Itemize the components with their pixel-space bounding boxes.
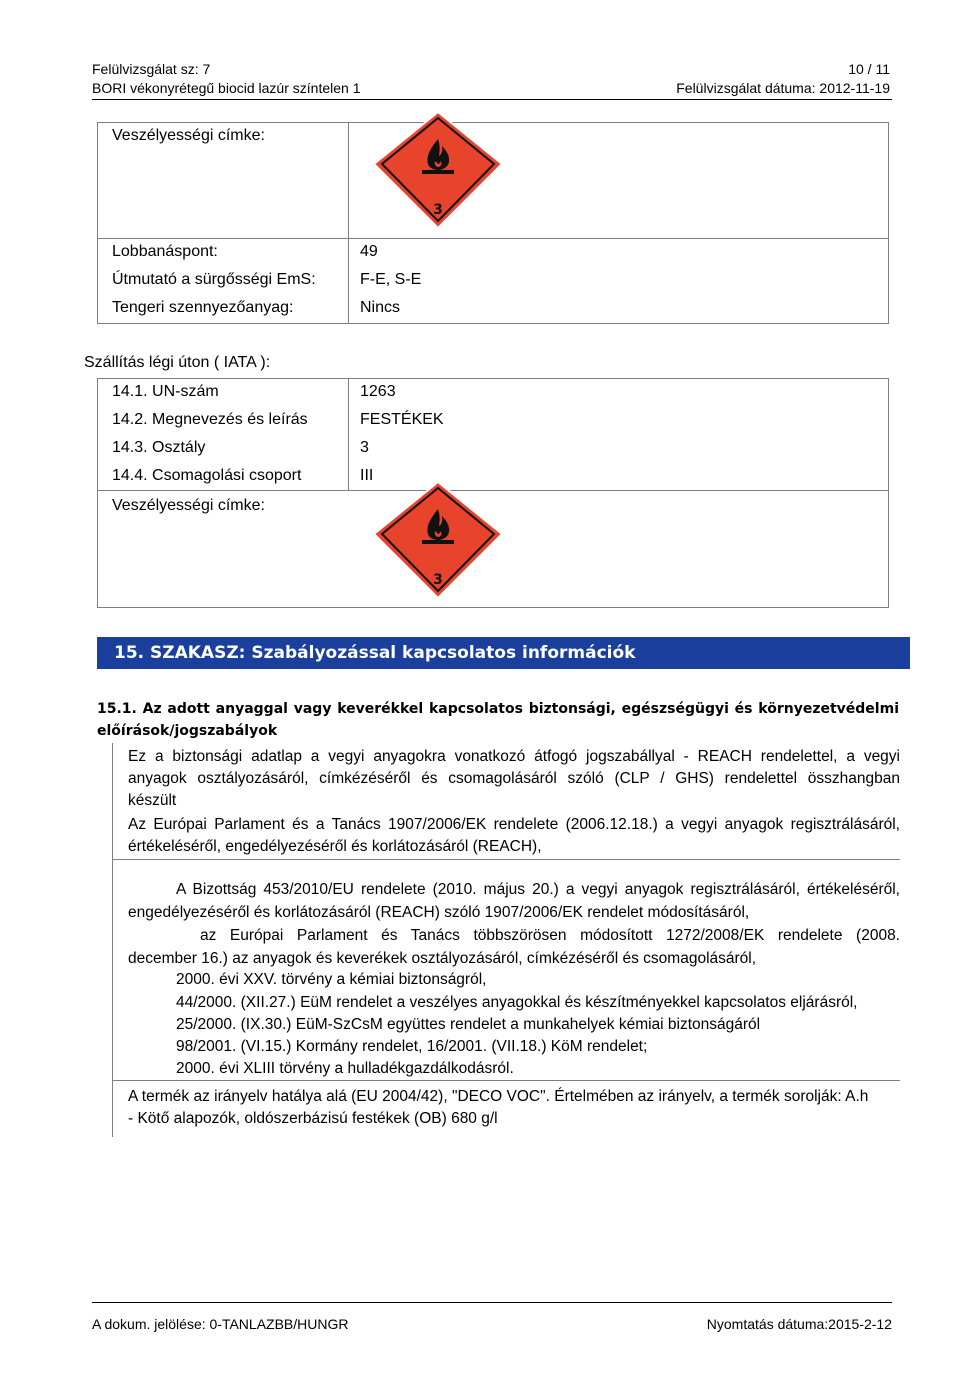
table-divider: [97, 238, 889, 239]
regulation-line: 98/2001. (VI.15.) Kormány rendelet, 16/2001. (VII.18.) KöM rendelet;: [176, 1038, 648, 1055]
subsection-15-1-title-cont: előírások/jogszabályok: [97, 723, 278, 739]
regulation-line: anyagok osztályozásáról, címkézéséről és csomagolásáról szóló (CLP / GHS) rendelettel összhangban: [128, 770, 900, 787]
regulation-line: december 16.) az anyagok és keverékek osztályozásáról, címkézéséről és csomagolásáról,: [128, 950, 757, 967]
product-name: BORI vékonyrétegű biocid lazúr színtelen 1: [92, 80, 361, 96]
regulation-line: engedélyezéséről és korlátozásáról (REACH) szóló 1907/2006/EK rendelet módosításáról,: [128, 904, 750, 921]
shipping-name-value: FESTÉKEK: [360, 411, 444, 428]
hazard-placard-air: [364, 474, 512, 602]
voc-line: A termék az irányelv hatálya alá (EU 2004/42), "DECO VOC". Értelmében az irányelv, a termék sorolják: A.h: [128, 1088, 869, 1105]
placard-number: 3: [433, 202, 443, 218]
marine-pollutant-value: Nincs: [360, 299, 401, 316]
placard-number: 3: [433, 572, 443, 588]
subsection-15-1-title: 15.1. Az adott anyaggal vagy keverékkel kapcsolatos biztonsági, egészségügyi és környezetvédelmi: [97, 701, 899, 717]
hazard-label-title: Veszélyességi címke:: [112, 497, 265, 514]
hazard-label-title: Veszélyességi címke:: [112, 127, 265, 144]
footer-divider: [92, 1302, 892, 1303]
print-date: Nyomtatás dátuma:2015-2-12: [706, 1316, 892, 1332]
air-transport-title: Szállítás légi úton ( IATA ):: [84, 354, 271, 371]
un-number-value: 1263: [360, 383, 396, 400]
class-label: 14.3. Osztály: [112, 439, 206, 456]
regulation-line: Ez a biztonsági adatlap a vegyi anyagokra vonatkozó átfogó jogszabállyal - REACH rendelettel, a vegyi: [128, 748, 900, 765]
header-divider: [92, 99, 892, 100]
regulation-line: 44/2000. (XII.27.) EüM rendelet a veszélyes anyagokkal és készítményekkel kapcsolatos eljárásról,: [176, 994, 858, 1011]
regulation-line: az Európai Parlament és Tanács többszörösen módosított 1272/2008/EK rendelete (2008.: [200, 927, 900, 944]
regulations-box-left: [112, 743, 113, 1137]
ems-label: Útmutató a sürgősségi EmS:: [112, 271, 316, 288]
regulation-line: 2000. évi XXV. törvény a kémiai biztonságról,: [176, 971, 487, 988]
packing-group-value: III: [360, 467, 374, 484]
table-divider: [348, 238, 349, 323]
flash-point-label: Lobbanáspont:: [112, 243, 218, 260]
regulation-line: készült: [128, 792, 177, 809]
table-divider: [348, 378, 349, 491]
regulation-line: értékeléséről, engedélyezéséről és korlátozásáról (REACH),: [128, 838, 542, 855]
section-15-header: [97, 637, 910, 669]
shipping-name-label: 14.2. Megnevezés és leírás: [112, 411, 308, 428]
section-15-title: 15. SZAKASZ: Szabályozással kapcsolatos információk: [114, 643, 636, 663]
regulations-divider: [112, 859, 900, 860]
regulation-line: A Bizottság 453/2010/EU rendelete (2010. május 20.) a vegyi anyagok regisztrálásáról, értékeléséről,: [176, 881, 900, 898]
ems-value: F-E, S-E: [360, 271, 422, 288]
packing-group-label: 14.4. Csomagolási csoport: [112, 467, 302, 484]
regulation-line: 25/2000. (IX.30.) EüM-SzCsM együttes rendelet a munkahelyek kémiai biztonságáról: [176, 1016, 761, 1033]
un-number-label: 14.1. UN-szám: [112, 383, 219, 400]
marine-pollutant-label: Tengeri szennyezőanyag:: [112, 299, 294, 316]
flash-point-value: 49: [360, 243, 378, 260]
flame-icon: [364, 474, 512, 602]
class-value: 3: [360, 439, 369, 456]
regulation-line: 2000. évi XLIII törvény a hulladékgazdálkodásról.: [176, 1060, 514, 1077]
flame-icon: [364, 104, 512, 232]
table-divider: [348, 122, 349, 239]
page-number: 10 / 11: [848, 61, 890, 77]
voc-line: - Kötő alapozók, oldószerbázisú festékek (OB) 680 g/l: [128, 1110, 498, 1127]
hazard-placard-sea: [364, 104, 512, 232]
document-id: A dokum. jelölése: 0-TANLAZBB/HUNGR: [92, 1316, 349, 1332]
regulations-divider: [112, 1080, 900, 1081]
regulation-line: Az Európai Parlament és a Tanács 1907/2006/EK rendelete (2006.12.18.) a vegyi anyagok regisztrálásáról,: [128, 816, 900, 833]
revision-number: Felülvizsgálat sz: 7: [92, 61, 211, 77]
revision-date: Felülvizsgálat dátuma: 2012-11-19: [676, 80, 890, 96]
